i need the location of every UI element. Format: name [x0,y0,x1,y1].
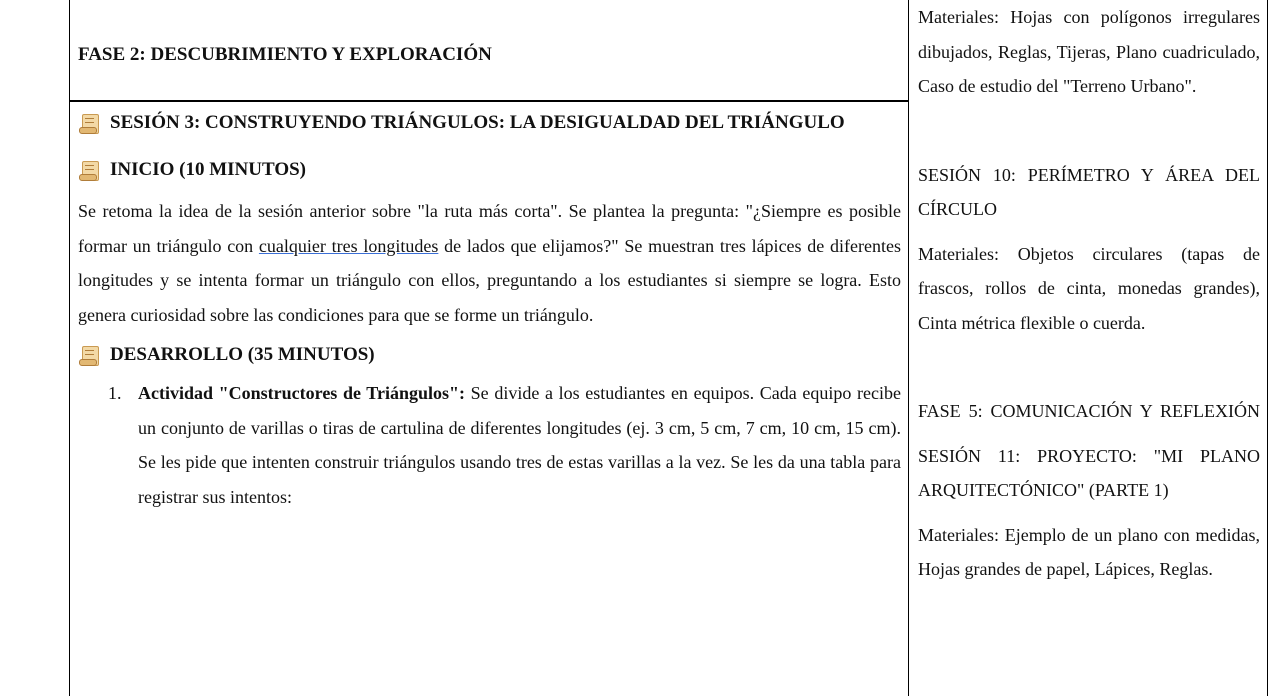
session-title: SESIÓN 3: CONSTRUYENDO TRIÁNGULOS: LA DESIGUALDAD DEL TRIÁNGULO [110,112,845,133]
activity-text: Se divide a los estudiantes en equipos. Cada equipo recibe un conjunto de varillas o tiras de cartulina de diferentes longitudes (ej. 3 cm, 5 cm, 7 cm, 10 cm, 15 cm). Se les pide que intenten construir triángulos usando tres de estas varillas a la vez. Se les da una tabla para registrar sus intentos: [138,383,902,507]
table-border-right [1267,0,1268,696]
activity-paragraph [138,376,901,514]
session-10-title: SESIÓN 10: PERÍMETRO Y ÁREA DEL CÍRCULO [918,164,1260,219]
phase-5-title: FASE 5: COMUNICACIÓN Y REFLEXIÓN [918,401,1260,421]
inicio-text-end: de lados que elijamos?" Se muestran tres lápices de diferentes longitudes y se intenta formar un triángulo con ellos, preguntando a los estudiantes si siempre se logra. Esto genera curiosidad sobre las condiciones para que se forme un triángulo. [78,235,901,325]
right-column [918,0,1260,587]
phase-title: FASE 2: DESCUBRIMIENTO Y EXPLORACIÓN [78,44,492,65]
inicio-title: INICIO (10 MINUTOS) [110,159,307,180]
row-divider [69,100,909,102]
list-item [78,376,901,514]
underlined-phrase: cualquier tres longitudes [258,235,439,256]
session-heading [78,106,901,140]
inicio-heading [78,153,901,187]
materials-phase-2: Materiales: Hojas con polígonos irregulares dibujados, Reglas, Tijeras, Plano cuadriculado, Caso de estudio del "Terreno Urbano". [918,7,1260,96]
materials-session-10: Materiales: Objetos circulares (tapas de frascos, rollos de cinta, monedas grandes), Cinta métrica flexible o cuerda. [918,243,1260,333]
list-number: 1. [108,383,122,403]
left-column [78,106,901,514]
activity-title: Actividad "Constructores de Triángulos": [138,383,465,403]
scroll-icon [78,344,100,366]
table-border-left [69,0,70,696]
inicio-paragraph [78,194,901,332]
scroll-icon [78,159,100,181]
desarrollo-heading [78,338,901,372]
table-border-middle [908,0,909,696]
scroll-icon [78,112,100,134]
materials-session-11: Materiales: Ejemplo de un plano con medidas, Hojas grandes de papel, Lápices, Reglas. [918,524,1260,579]
desarrollo-title: DESARROLLO (35 MINUTOS) [110,344,375,365]
inicio-text-start: Se retoma la idea de la sesión anterior sobre "la ruta más corta". Se plantea la pregunta: "¿Siempre es posible formar un triángulo con [78,201,901,256]
session-11-title: SESIÓN 11: PROYECTO: "MI PLANO ARQUITECTÓNICO" (PARTE 1) [918,445,1260,500]
